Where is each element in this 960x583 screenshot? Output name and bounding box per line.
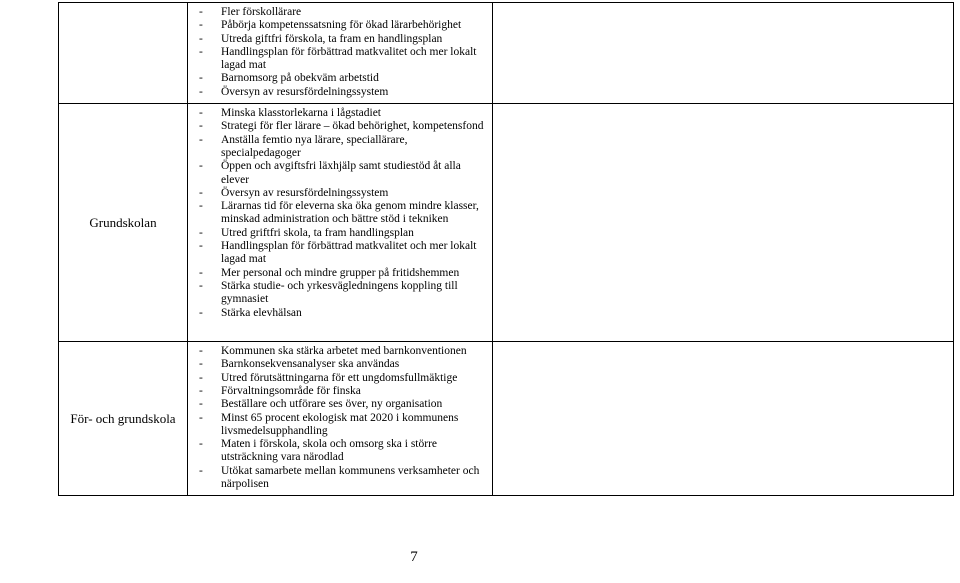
items-cell <box>188 104 493 342</box>
item-list <box>192 107 490 320</box>
list-item: - Barnkonsekvensanalyser ska användas <box>192 358 490 371</box>
list-item: - Stärka studie- och yrkesvägledningens koppling till gymnasiet <box>192 280 490 307</box>
table-row <box>59 3 954 104</box>
list-item: - Mer personal och mindre grupper på fritidshemmen <box>192 267 490 280</box>
list-item: - Stärka elevhälsan <box>192 307 490 320</box>
list-item: - Utred förutsättningarna för ett ungdomsfullmäktige <box>192 372 490 385</box>
list-item: - Anställa femtio nya lärare, speciallärare, specialpedagoger <box>192 134 490 161</box>
item-list <box>192 6 490 99</box>
list-item: - Utred griftfri skola, ta fram handlingsplan <box>192 227 490 240</box>
list-item: - Påbörja kompetenssatsning för ökad lärarbehörighet <box>192 19 490 32</box>
empty-cell <box>493 3 954 104</box>
page-number: 7 <box>410 549 418 565</box>
table-row <box>59 104 954 342</box>
list-item: - Utreda giftfri förskola, ta fram en handlingsplan <box>192 33 490 46</box>
empty-cell <box>493 104 954 342</box>
list-item: - Utökat samarbete mellan kommunens verksamheter och närpolisen <box>192 465 490 492</box>
list-item: - Minst 65 procent ekologisk mat 2020 i kommunens livsmedelsupphandling <box>192 412 490 439</box>
list-item: - Beställare och utförare ses över, ny organisation <box>192 398 490 411</box>
list-item: - Minska klasstorlekarna i lågstadiet <box>192 107 490 120</box>
item-list <box>192 345 490 491</box>
list-item: - Kommunen ska stärka arbetet med barnkonventionen <box>192 345 490 358</box>
list-item: - Maten i förskola, skola och omsorg ska i större utsträckning vara närodlad <box>192 438 490 465</box>
list-item: - Strategi för fler lärare – ökad behörighet, kompetensfond <box>192 120 490 133</box>
list-item: - Lärarnas tid för eleverna ska öka genom mindre klasser, minskad administration och bättre stöd i tekniken <box>192 200 490 227</box>
empty-cell <box>493 342 954 496</box>
table-row <box>59 342 954 496</box>
action-plan-table <box>58 2 954 496</box>
list-item: - Översyn av resursfördelningssystem <box>192 187 490 200</box>
list-item: - Öppen och avgiftsfri läxhjälp samt studiestöd åt alla elever <box>192 160 490 187</box>
category-cell: För- och grundskola <box>59 342 188 496</box>
list-item: - Handlingsplan för förbättrad matkvalitet och mer lokalt lagad mat <box>192 240 490 267</box>
category-cell: Grundskolan <box>59 104 188 342</box>
items-cell <box>188 3 493 104</box>
list-item: - Barnomsorg på obekväm arbetstid <box>192 72 490 85</box>
items-cell <box>188 342 493 496</box>
list-item: - Översyn av resursfördelningssystem <box>192 86 490 99</box>
list-item: - Förvaltningsområde för finska <box>192 385 490 398</box>
category-cell <box>59 3 188 104</box>
list-item: - Handlingsplan för förbättrad matkvalitet och mer lokalt lagad mat <box>192 46 490 73</box>
list-item: - Fler förskollärare <box>192 6 490 19</box>
